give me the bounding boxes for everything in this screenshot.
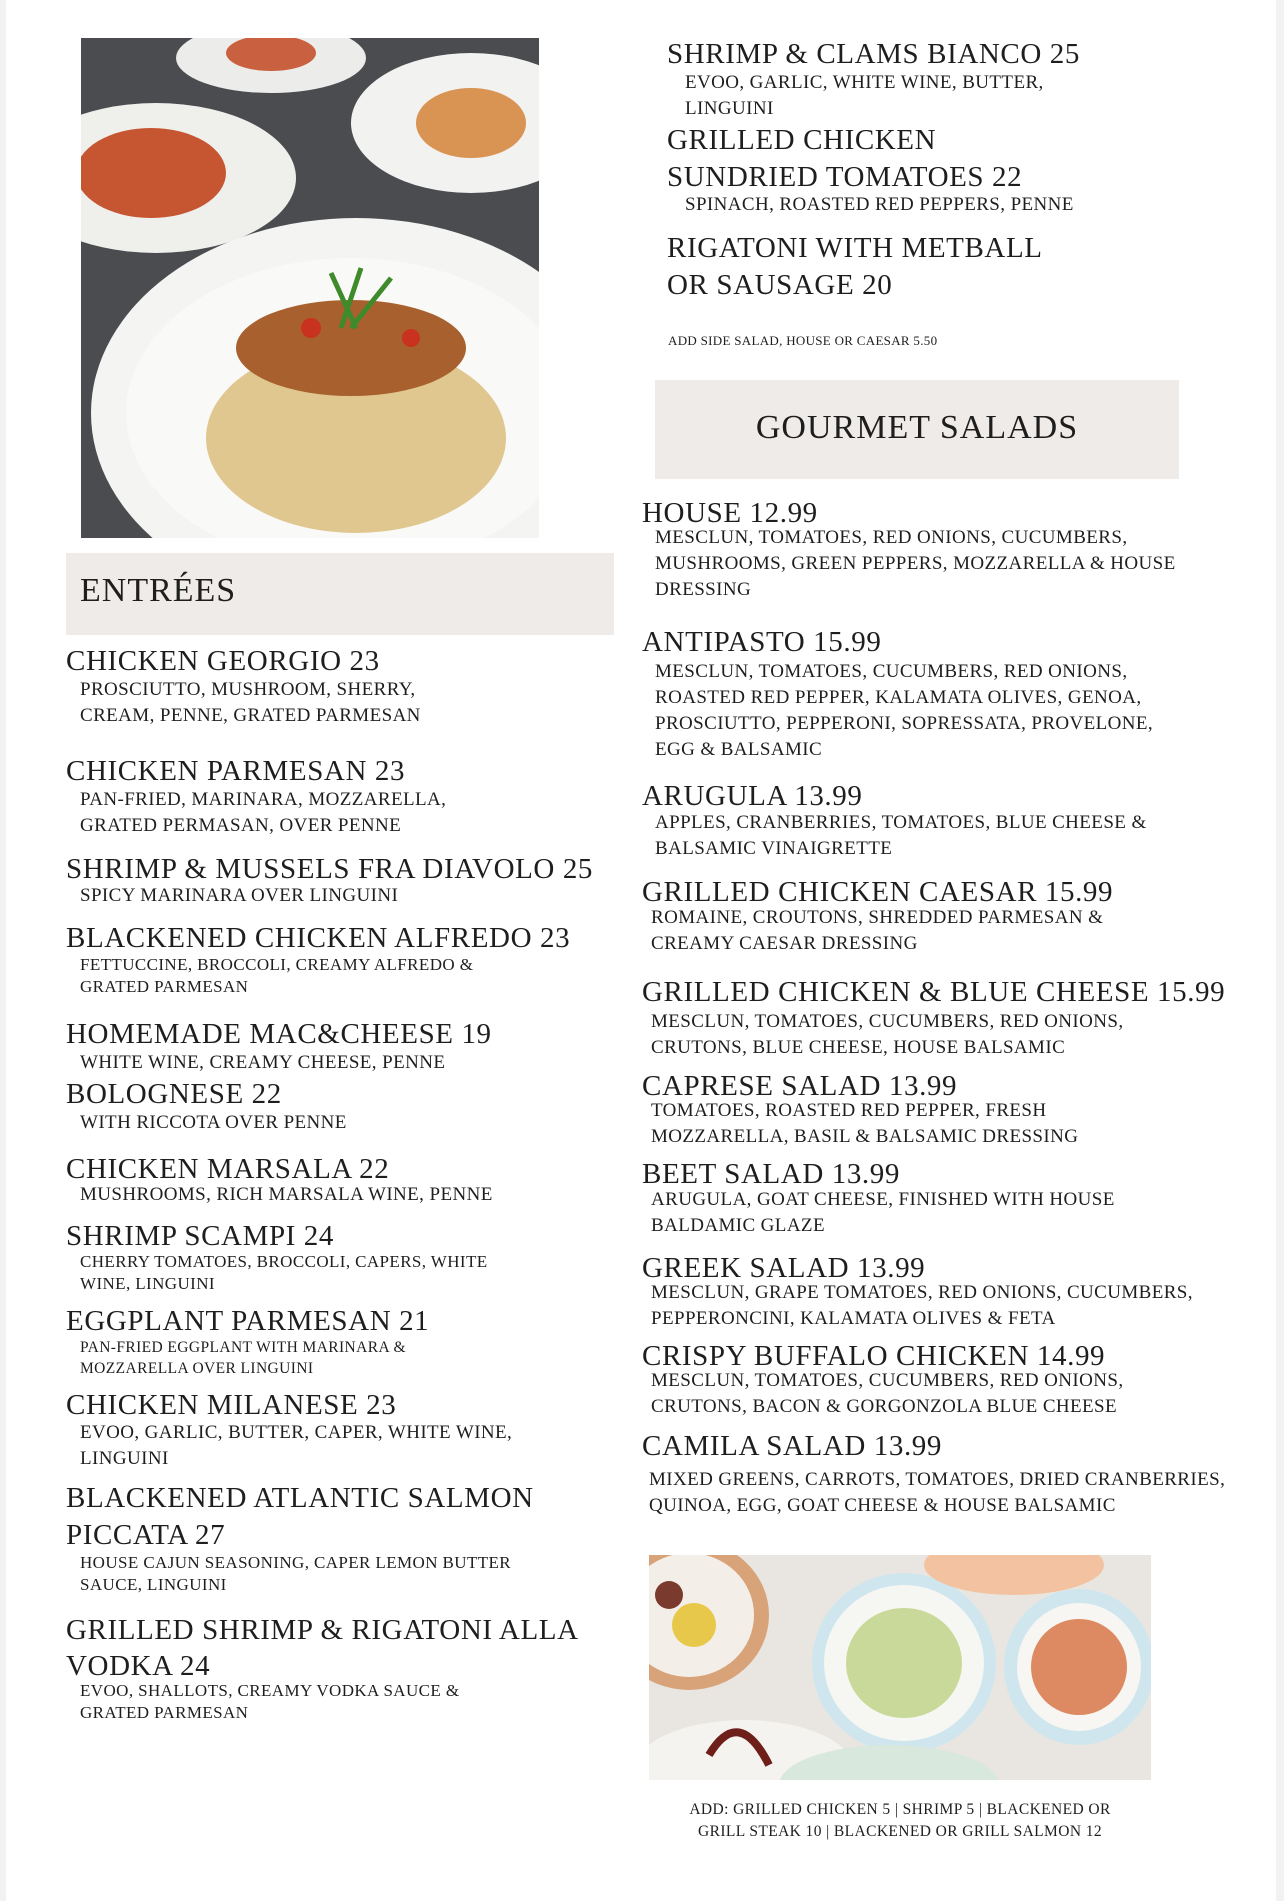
salad-desc: ROMAINE, CROUTONS, SHREDDED PARMESAN & CREAMY CAESAR DRESSING	[651, 907, 1104, 954]
entree-desc: MUSHROOMS, RICH MARSALA WINE, PENNE	[80, 1184, 493, 1205]
salad-title: ARUGULA 13.99	[642, 780, 863, 812]
entree-desc: WITH RICCOTA OVER PENNE	[80, 1112, 347, 1133]
entree-desc: WHITE WINE, CREAMY CHEESE, PENNE	[80, 1052, 446, 1073]
entree-title: RIGATONI WITH METBALL	[667, 232, 1043, 264]
addons-line-1: ADD: GRILLED CHICKEN 5 | SHRIMP 5 | BLACKENED OR	[689, 1801, 1111, 1818]
salad-desc: MESCLUN, TOMATOES, CUCUMBERS, RED ONIONS, ROASTED RED PEPPER, KALAMATA OLIVES, GENOA, PROSCIUTTO, PEPPERONI, SOPRESSATA, PROVELONE, EGG & BALSAMIC	[655, 661, 1154, 760]
entrees-banner	[66, 553, 614, 635]
salad-desc: ARUGULA, GOAT CHEESE, FINISHED WITH HOUSE BALDAMIC GLAZE	[651, 1189, 1115, 1236]
salad-title: GRILLED CHICKEN CAESAR 15.99	[642, 876, 1114, 908]
salad-title: GREEK SALAD 13.99	[642, 1252, 926, 1284]
menu-page	[6, 0, 1276, 1901]
entree-title: SUNDRIED TOMATOES 22	[667, 161, 1023, 193]
salad-title: CRISPY BUFFALO CHICKEN 14.99	[642, 1340, 1106, 1372]
entree-title: OR SAUSAGE 20	[667, 269, 893, 301]
entree-desc: SPICY MARINARA OVER LINGUINI	[80, 885, 399, 906]
entree-title: BOLOGNESE 22	[66, 1078, 282, 1110]
salad-desc: MESCLUN, TOMATOES, CUCUMBERS, RED ONIONS, CRUTONS, BACON & GORGONZOLA BLUE CHEESE	[651, 1370, 1124, 1417]
entree-title: CHICKEN GEORGIO 23	[66, 645, 380, 677]
salad-desc: MESCLUN, TOMATOES, CUCUMBERS, RED ONIONS, CRUTONS, BLUE CHEESE, HOUSE BALSAMIC	[651, 1011, 1124, 1058]
entree-title: CHICKEN MARSALA 22	[66, 1153, 390, 1185]
entree-title: SHRIMP SCAMPI 24	[66, 1220, 334, 1252]
salad-title: CAMILA SALAD 13.99	[642, 1430, 943, 1462]
entree-title: VODKA 24	[66, 1650, 211, 1682]
entree-desc: EVOO, SHALLOTS, CREAMY VODKA SAUCE & GRATED PARMESAN	[80, 1681, 460, 1722]
entree-desc: FETTUCCINE, BROCCOLI, CREAMY ALFREDO & GRATED PARMESAN	[80, 955, 474, 996]
salad-desc: APPLES, CRANBERRIES, TOMATOES, BLUE CHEESE & BALSAMIC VINAIGRETTE	[655, 812, 1147, 859]
salad-title: BEET SALAD 13.99	[642, 1158, 900, 1190]
entree-photo	[81, 38, 539, 538]
salads-banner	[655, 380, 1179, 479]
addons-note	[649, 1799, 1151, 1843]
entree-title: CHICKEN MILANESE 23	[66, 1389, 397, 1421]
entree-title: EGGPLANT PARMESAN 21	[66, 1305, 430, 1337]
salads-heading: GOURMET SALADS	[755, 409, 1079, 446]
entree-desc: EVOO, GARLIC, BUTTER, CAPER, WHITE WINE, LINGUINI	[80, 1422, 513, 1469]
entree-desc: HOUSE CAJUN SEASONING, CAPER LEMON BUTTER SAUCE, LINGUINI	[80, 1553, 512, 1594]
entree-desc: SPINACH, ROASTED RED PEPPERS, PENNE	[685, 194, 1074, 215]
entree-title: CHICKEN PARMESAN 23	[66, 755, 406, 787]
entree-desc: CHERRY TOMATOES, BROCCOLI, CAPERS, WHITE WINE, LINGUINI	[80, 1252, 488, 1293]
entree-title: SHRIMP & CLAMS BIANCO 25	[667, 38, 1080, 70]
salad-desc: MESCLUN, TOMATOES, RED ONIONS, CUCUMBERS, MUSHROOMS, GREEN PEPPERS, MOZZARELLA & HOUSE DRESSING	[655, 527, 1176, 600]
entree-desc: PROSCIUTTO, MUSHROOM, SHERRY, CREAM, PENNE, GRATED PARMESAN	[80, 679, 421, 726]
salad-desc: TOMATOES, ROASTED RED PEPPER, FRESH MOZZARELLA, BASIL & BALSAMIC DRESSING	[651, 1100, 1079, 1147]
entree-title: HOMEMADE MAC&CHEESE 19	[66, 1018, 492, 1050]
salad-title: ANTIPASTO 15.99	[642, 626, 882, 658]
entree-desc: EVOO, GARLIC, WHITE WINE, BUTTER, LINGUINI	[685, 72, 1044, 119]
entree-desc: PAN-FRIED, MARINARA, MOZZARELLA, GRATED PERMASAN, OVER PENNE	[80, 789, 447, 836]
salads-photo	[649, 1555, 1151, 1780]
salad-title: CAPRESE SALAD 13.99	[642, 1070, 958, 1102]
entree-title: GRILLED SHRIMP & RIGATONI ALLA	[66, 1614, 579, 1646]
entree-title: BLACKENED ATLANTIC SALMON	[66, 1482, 534, 1514]
salad-desc: MESCLUN, GRAPE TOMATOES, RED ONIONS, CUCUMBERS, PEPPERONCINI, KALAMATA OLIVES & FETA	[651, 1282, 1193, 1329]
salad-title: GRILLED CHICKEN & BLUE CHEESE 15.99	[642, 976, 1226, 1008]
entree-title: SHRIMP & MUSSELS FRA DIAVOLO 25	[66, 853, 594, 885]
addons-line-2: GRILL STEAK 10 | BLACKENED OR GRILL SALMON 12	[698, 1823, 1102, 1840]
salad-title: HOUSE 12.99	[642, 497, 818, 529]
entree-title: GRILLED CHICKEN	[667, 124, 937, 156]
salad-desc: MIXED GREENS, CARROTS, TOMATOES, DRIED CRANBERRIES, QUINOA, EGG, GOAT CHEESE & HOUSE BALSAMIC	[649, 1469, 1226, 1516]
entree-title: PICCATA 27	[66, 1519, 226, 1551]
side-salad-note: ADD SIDE SALAD, HOUSE OR CAESAR 5.50	[668, 333, 938, 348]
entrees-heading: ENTRÉES	[80, 572, 237, 609]
entree-desc: PAN-FRIED EGGPLANT WITH MARINARA & MOZZARELLA OVER LINGUINI	[80, 1339, 406, 1377]
entree-title: BLACKENED CHICKEN ALFREDO 23	[66, 922, 571, 954]
